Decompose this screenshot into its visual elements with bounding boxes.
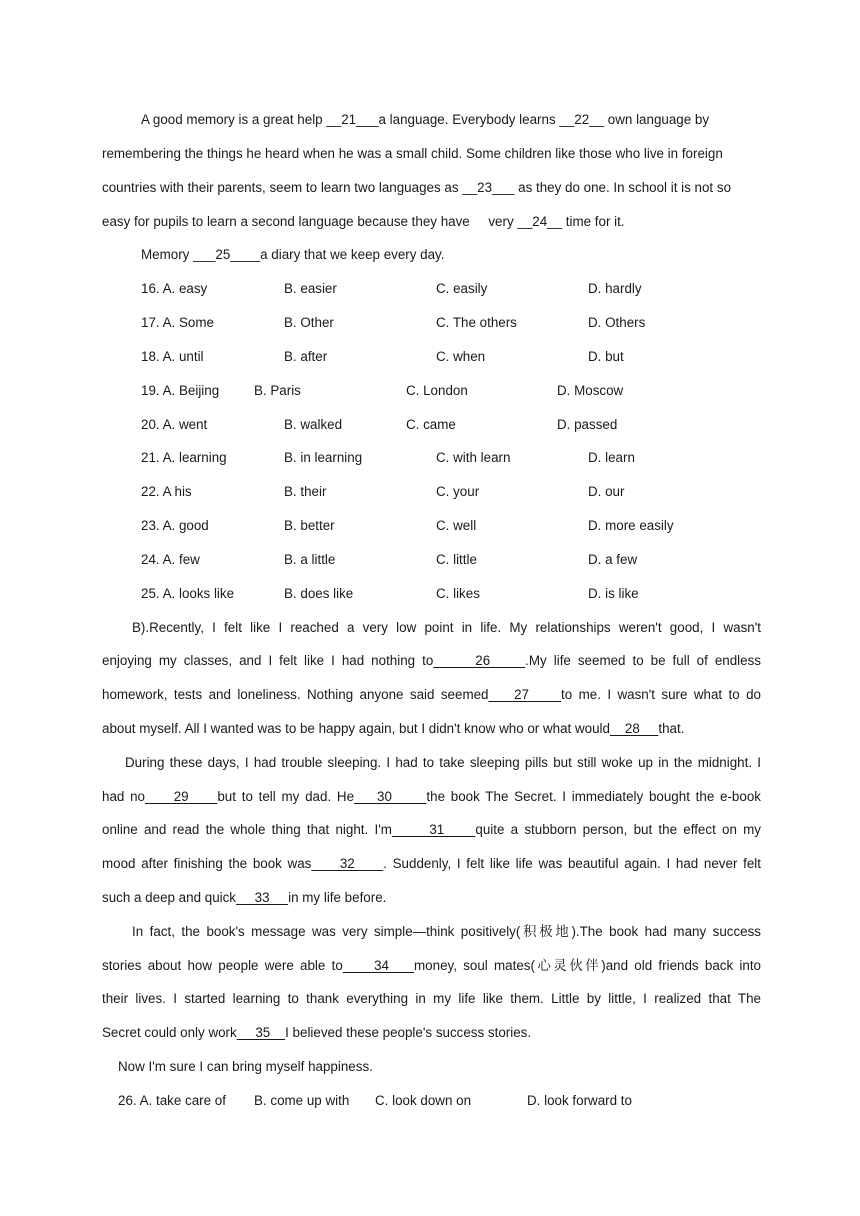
option-a: 25. A. looks like xyxy=(141,586,235,601)
option-d: D. learn xyxy=(588,450,635,465)
text: as they do one. In school it is not so xyxy=(514,180,732,195)
passage-a-line-2: remembering the things he heard when he was a small child. Some children like those who live in foreign xyxy=(102,146,723,161)
option-d: D. our xyxy=(588,484,625,499)
text: easy for pupils to learn a second language because they have very xyxy=(102,214,518,229)
text: time for it. xyxy=(562,214,625,229)
passage-b-p1-line-4 xyxy=(102,720,761,738)
blank-26: 26 xyxy=(433,653,526,668)
text: the book The Secret. I immediately bought the e-book xyxy=(426,789,761,804)
text: in my life before. xyxy=(288,890,387,905)
option-c: C. London xyxy=(406,383,468,398)
text: enjoying my classes, and I felt like I had nothing to xyxy=(102,653,434,668)
option-b: B. Paris xyxy=(254,383,301,398)
option-b: B. after xyxy=(284,349,328,364)
blank-30: 30 xyxy=(354,789,427,804)
text: homework, tests and loneliness. Nothing anyone said seemed xyxy=(102,687,489,702)
text: )and old friends back into xyxy=(601,958,762,973)
option-b: B. better xyxy=(284,518,335,533)
passage-b-p2-line-4 xyxy=(102,855,761,873)
passage-a-line-3 xyxy=(102,179,761,197)
text: that. xyxy=(658,721,685,736)
text: a diary that we keep every day. xyxy=(260,247,445,262)
blank-28: 28 xyxy=(609,721,659,736)
text: money, soul mates( xyxy=(414,958,535,973)
blank-25: ___25____ xyxy=(193,247,261,262)
text: such a deep and quick xyxy=(102,890,237,905)
text: Memory xyxy=(141,247,194,262)
blank-23: __23___ xyxy=(462,180,515,195)
blank-32: 32 xyxy=(311,856,384,871)
option-b: B. their xyxy=(284,484,327,499)
option-a: 18. A. until xyxy=(141,349,204,364)
dash: — xyxy=(412,924,427,939)
option-c: C. look down on xyxy=(375,1093,472,1108)
chinese-gloss: 积极地 xyxy=(520,925,572,940)
text: countries with their parents, seem to learn two languages as xyxy=(102,180,463,195)
passage-b-p3-line-1 xyxy=(132,923,761,942)
text: but to tell my dad. He xyxy=(217,789,355,804)
blank-24: __24__ xyxy=(517,214,563,229)
text: ).The book had many success xyxy=(571,924,761,939)
option-a: 16. A. easy xyxy=(141,281,208,296)
option-b: B. Other xyxy=(284,315,334,330)
text: mood after finishing the book was xyxy=(102,856,312,871)
blank-34: 34 xyxy=(342,958,415,973)
blank-29: 29 xyxy=(144,789,218,804)
text: a language. Everybody learns xyxy=(378,112,560,127)
blank-31: 31 xyxy=(391,822,476,837)
option-c: C. easily xyxy=(436,281,488,296)
option-b: B. walked xyxy=(284,417,343,432)
option-d: D. a few xyxy=(588,552,638,567)
passage-b-p4-line-1: Now I'm sure I can bring myself happiness. xyxy=(118,1059,373,1074)
option-d: D. passed xyxy=(557,417,618,432)
option-c: C. with learn xyxy=(436,450,511,465)
text: Secret could only work xyxy=(102,1025,237,1040)
text: think positively( xyxy=(426,924,521,939)
option-b: B. does like xyxy=(284,586,354,601)
option-c: C. little xyxy=(436,552,477,567)
passage-b-p3-line-4 xyxy=(102,1024,761,1042)
text: . Suddenly, I felt like life was beautiful again. I had never felt xyxy=(383,856,761,871)
option-d: D. hardly xyxy=(588,281,642,296)
text: had no xyxy=(102,789,145,804)
blank-27: 27 xyxy=(488,687,562,702)
passage-a-line-5 xyxy=(141,246,761,264)
passage-b-p2-line-1: During these days, I had trouble sleeping. I had to take sleeping pills but still woke up in the midnight. I xyxy=(125,755,761,770)
option-a: 19. A. Beijing xyxy=(141,383,220,398)
text: quite a stubborn person, but the effect on my xyxy=(475,822,761,837)
blank-21: __21___ xyxy=(326,112,379,127)
passage-b-p2-line-3 xyxy=(102,821,761,839)
option-a: 26. A. take care of xyxy=(118,1093,226,1108)
passage-a-line-4 xyxy=(102,213,761,231)
option-a: 22. A his xyxy=(141,484,192,499)
option-a: 21. A. learning xyxy=(141,450,227,465)
text: I believed these people's success stories. xyxy=(285,1025,532,1040)
option-c: C. came xyxy=(406,417,456,432)
option-c: C. well xyxy=(436,518,477,533)
option-a: 17. A. Some xyxy=(141,315,214,330)
option-d: D. but xyxy=(588,349,624,364)
passage-b-p1-line-3 xyxy=(102,686,761,704)
passage-b-p3-line-2 xyxy=(102,957,761,976)
option-a: 24. A. few xyxy=(141,552,200,567)
option-d: D. Moscow xyxy=(557,383,624,398)
option-b: B. easier xyxy=(284,281,337,296)
text: own language by xyxy=(604,112,710,127)
option-d: D. more easily xyxy=(588,518,674,533)
option-a: 23. A. good xyxy=(141,518,209,533)
blank-33: 33 xyxy=(236,890,289,905)
option-c: C. likes xyxy=(436,586,480,601)
option-d: D. is like xyxy=(588,586,639,601)
text: about myself. All I wanted was to be happy again, but I didn't know who or what would xyxy=(102,721,610,736)
option-c: C. your xyxy=(436,484,480,499)
option-b: B. come up with xyxy=(254,1093,350,1108)
passage-b-p1-line-1: B).Recently, I felt like I reached a very low point in life. My relationships weren't good, I wasn't xyxy=(132,620,761,635)
option-b: B. a little xyxy=(284,552,336,567)
blank-35: 35 xyxy=(236,1025,286,1040)
passage-b-p1-line-2 xyxy=(102,652,761,670)
passage-b-p2-line-5 xyxy=(102,889,761,907)
chinese-gloss: 心灵伙伴 xyxy=(534,959,602,974)
text: A good memory is a great help xyxy=(141,112,327,127)
passage-b-p3-line-3: their lives. I started learning to thank everything in my life like them. Little by little, I realized that The xyxy=(102,991,761,1006)
passage-a-line-1 xyxy=(141,111,761,129)
option-c: C. The others xyxy=(436,315,517,330)
text: .My life seemed to be full of endless xyxy=(525,653,761,668)
option-d: D. look forward to xyxy=(527,1093,632,1108)
text: to me. I wasn't sure what to do xyxy=(561,687,761,702)
option-d: D. Others xyxy=(588,315,646,330)
option-c: C. when xyxy=(436,349,486,364)
text: In fact, the book's message was very simple xyxy=(132,924,413,939)
option-b: B. in learning xyxy=(284,450,363,465)
text: stories about how people were able to xyxy=(102,958,343,973)
passage-b-p2-line-2 xyxy=(102,788,761,806)
blank-22: __22__ xyxy=(559,112,605,127)
option-a: 20. A. went xyxy=(141,417,208,432)
text: online and read the whole thing that night. I'm xyxy=(102,822,392,837)
